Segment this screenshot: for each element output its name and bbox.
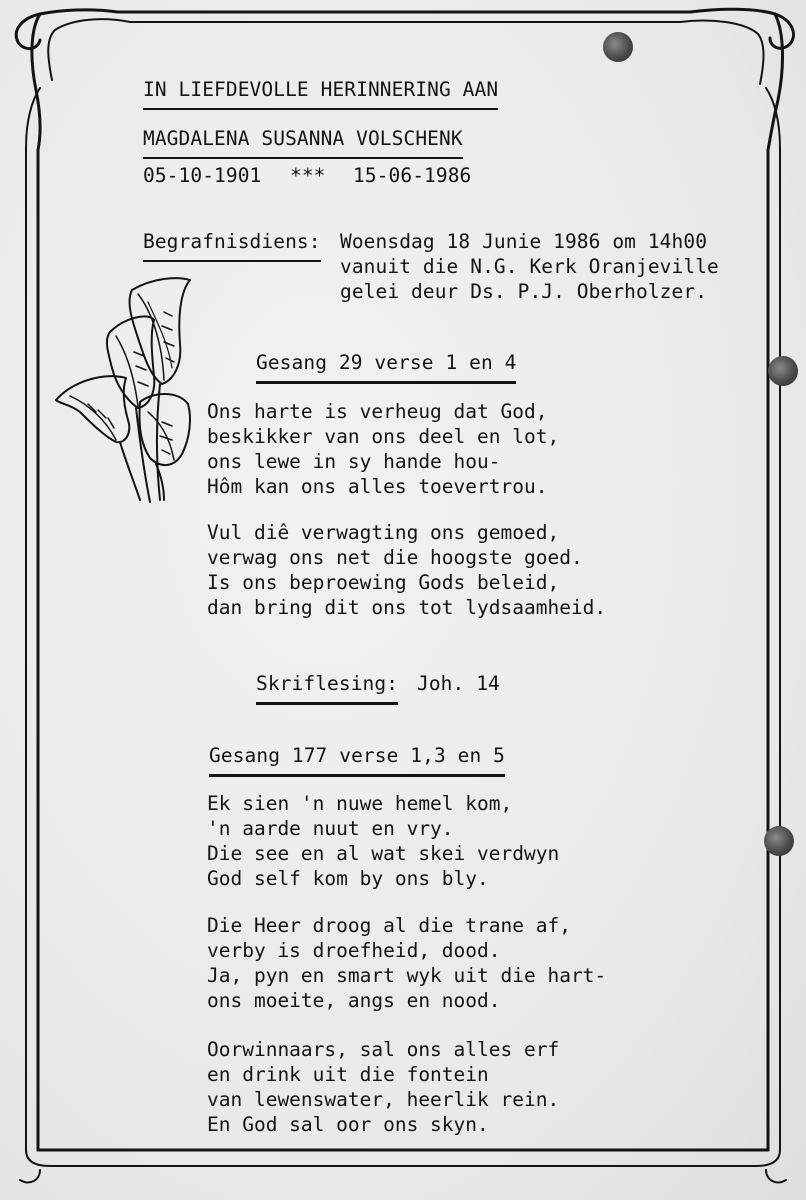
hymn-1-stanza-2-line: Vul diê verwagting ons gemoed, [207, 521, 560, 544]
hymn-1-stanza-1-line: Ons harte is verheug dat God, [207, 400, 548, 423]
hymn-1-stanza-2-line: dan bring dit ons tot lydsaamheid. [207, 596, 607, 619]
punch-hole-lower [764, 826, 794, 856]
hymn-1-title: Gesang 29 verse 1 en 4 [256, 350, 516, 384]
hymn-2-stanza-2-line: Ja, pyn en smart wyk uit die hart- [207, 964, 607, 987]
hymn-2-stanza-1-line: 'n aarde nuut en vry. [207, 817, 454, 840]
scripture-reference: Joh. 14 [417, 672, 500, 695]
deceased-name: MAGDALENA SUSANNA VOLSCHENK [143, 126, 463, 159]
punch-hole-middle [768, 356, 798, 386]
hymn-2-stanza-2-line: verby is droefheid, dood. [207, 939, 501, 962]
hymn-2-stanza-1 [207, 791, 559, 891]
hymn-1-stanza-1-line: beskikker van ons deel en lot, [207, 425, 560, 448]
memorial-heading: IN LIEFDEVOLLE HERINNERING AAN [143, 77, 498, 110]
hymn-1-stanza-1-line: Hôm kan ons alles toevertrou. [207, 475, 548, 498]
birth-date: 05-10-1901 [143, 164, 262, 187]
hymn-2-stanza-3-line: en drink uit die fontein [207, 1063, 489, 1086]
hymn-2-stanza-2-line: Die Heer droog al die trane af, [207, 914, 571, 937]
hymn-2-stanza-2-line: ons moeite, angs en nood. [207, 989, 501, 1012]
hymn-2-stanza-3-line: van lewenswater, heerlik rein. [207, 1088, 560, 1111]
hymn-1-stanza-1-line: ons lewe in sy hande hou- [207, 450, 501, 473]
hymn-1-stanza-2 [207, 520, 606, 620]
hymn-2-stanza-2 [207, 913, 606, 1013]
hymn-1-stanza-1 [207, 399, 559, 499]
calla-lily-icon [52, 272, 197, 507]
hymn-2-stanza-1-line: Die see en al wat skei verdwyn [207, 842, 560, 865]
funeral-service-line-1: Woensdag 18 Junie 1986 om 14h00 [340, 230, 708, 253]
hymn-2-stanza-3 [207, 1037, 559, 1137]
date-separator: *** [290, 164, 326, 187]
hymn-1-stanza-2-line: Is ons beproewing Gods beleid, [207, 571, 560, 594]
hymn-1-stanza-2-line: verwag ons net die hoogste goed. [207, 546, 583, 569]
funeral-service-label: Begrafnisdiens: [143, 229, 321, 262]
hymn-2-title: Gesang 177 verse 1,3 en 5 [209, 743, 505, 777]
funeral-service-line-2: vanuit die N.G. Kerk Oranjeville [340, 255, 719, 278]
punch-hole-top [603, 32, 633, 62]
death-date: 15-06-1986 [353, 164, 472, 187]
hymn-2-stanza-1-line: God self kom by ons bly. [207, 867, 489, 890]
hymn-2-stanza-3-line: Oorwinnaars, sal ons alles erf [207, 1038, 560, 1061]
hymn-2-stanza-3-line: En God sal oor ons skyn. [207, 1113, 489, 1136]
funeral-service-line-3: gelei deur Ds. P.J. Oberholzer. [340, 280, 708, 303]
scripture-label: Skriflesing: [256, 671, 398, 705]
hymn-2-stanza-1-line: Ek sien 'n nuwe hemel kom, [207, 792, 513, 815]
